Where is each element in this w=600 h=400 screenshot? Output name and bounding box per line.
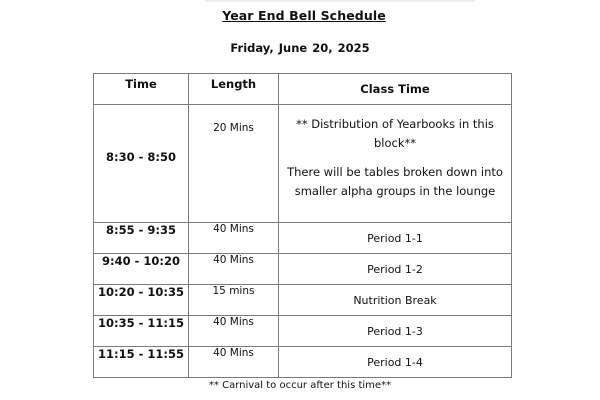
row-class-time: Period 1-1 [279,223,512,254]
row-length: 20 Mins [189,105,279,223]
table-row [94,254,512,285]
table-header-row [94,74,512,105]
carnival-footer-note: ** Carnival to occur after this time** [208,380,392,391]
row-class-time: Period 1-2 [279,254,512,285]
bell-schedule-table [93,73,512,378]
table-row [94,105,512,223]
table-row [94,285,512,316]
row-length: 40 Mins [189,316,279,347]
page-title: Year End Bell Schedule [222,8,386,23]
table-row [94,347,512,378]
table-row [94,223,512,254]
schedule-date: Friday, June 20, 2025 [230,41,370,55]
header-length: Length [189,74,279,105]
header-class-time: Class Time [279,74,512,105]
row-time: 10:20 - 10:35 [94,285,189,316]
yearbook-distribution-note: ** Distribution of Yearbooks in this block** [296,117,494,150]
header-time: Time [94,74,189,105]
row-time: 9:40 - 10:20 [94,254,189,285]
top-edge-shadow [205,0,475,3]
row-time: 11:15 - 11:55 [94,347,189,378]
row-length: 40 Mins [189,347,279,378]
row-length: 40 Mins [189,223,279,254]
row-time: 8:55 - 9:35 [94,223,189,254]
table-row [94,316,512,347]
row-time: 10:35 - 11:15 [94,316,189,347]
row-class-time: Period 1-4 [279,347,512,378]
row-class-time: Period 1-3 [279,316,512,347]
row-class-time: Nutrition Break [279,285,512,316]
row-length: 40 Mins [189,254,279,285]
row-time: 8:30 - 8:50 [94,105,189,223]
row-class-time [279,105,512,223]
row-length: 15 mins [189,285,279,316]
alpha-groups-note: There will be tables broken down into smaller alpha groups in the lounge [287,165,503,198]
